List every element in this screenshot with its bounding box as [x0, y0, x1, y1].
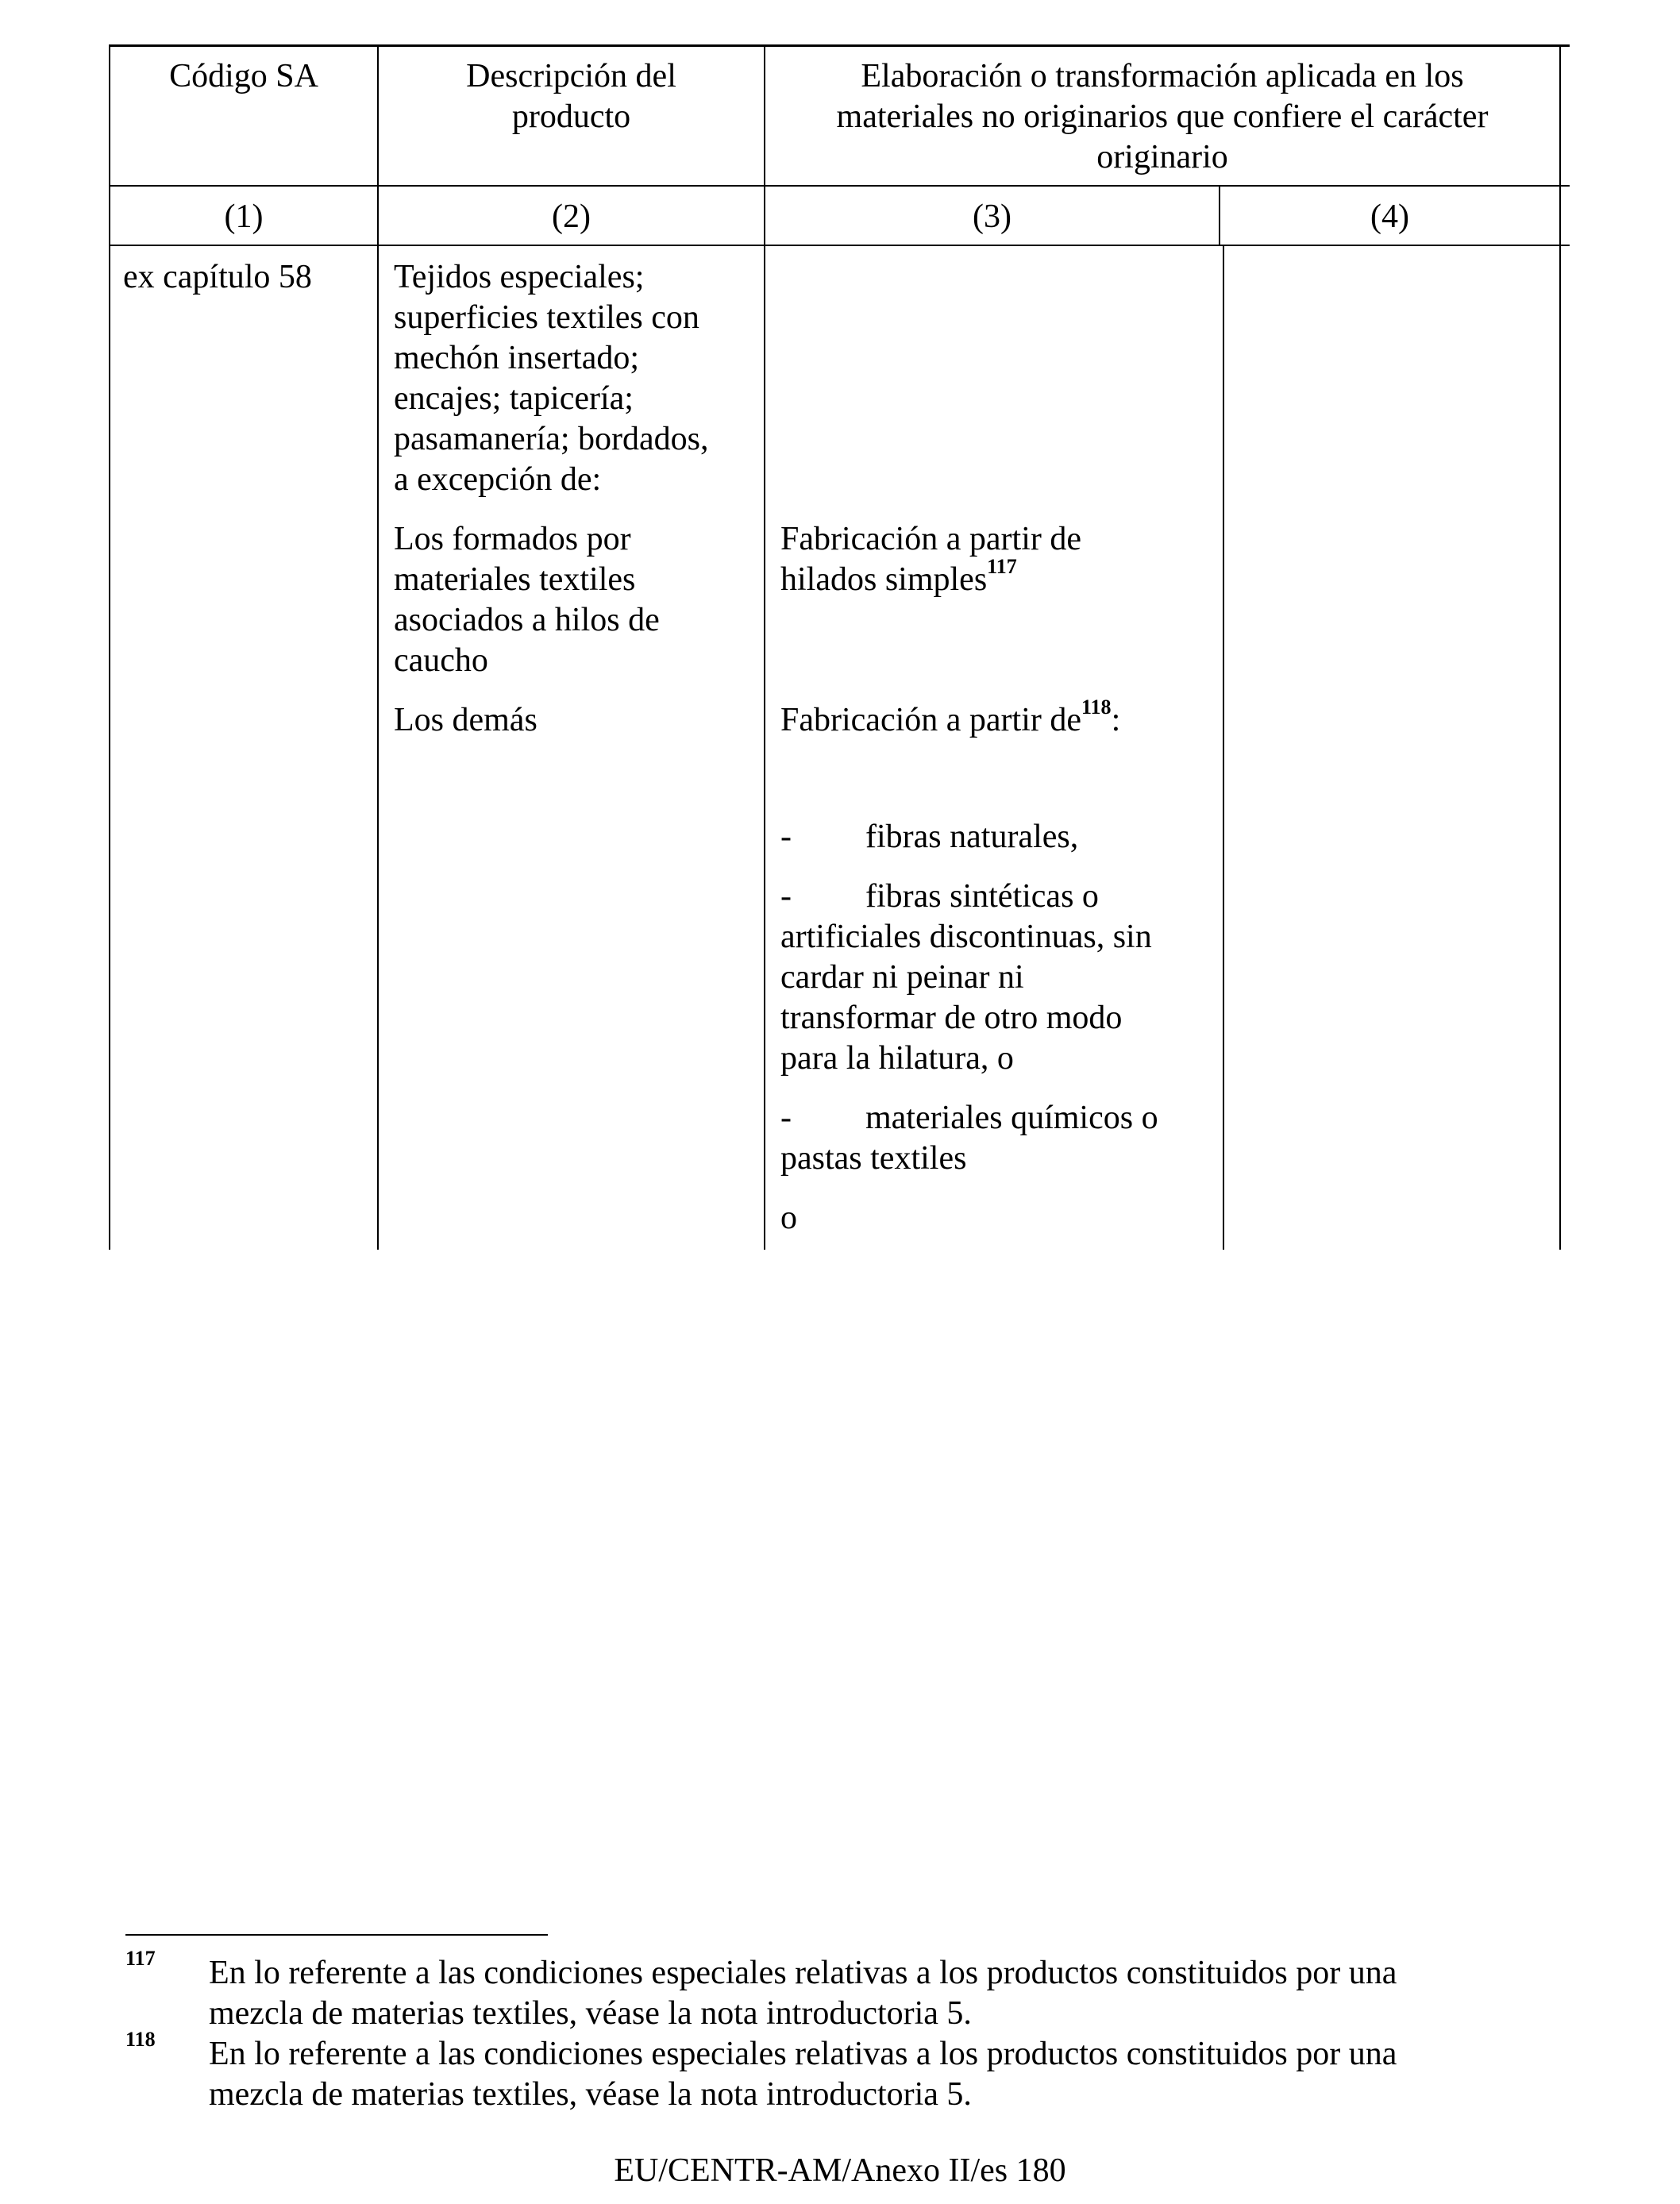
- header-bottom-border: [109, 185, 1570, 187]
- bullet3-text-line2: pastas textiles: [780, 1140, 967, 1177]
- header-hs-code: Código SA: [169, 58, 318, 94]
- rule-or-word: o: [780, 1200, 797, 1236]
- table-top-border: [109, 44, 1570, 47]
- page-footer-reference: EU/CENTR-AM/Anexo II/es 180: [614, 2152, 1066, 2189]
- rule-rubber-line1: Fabricación a partir de: [780, 521, 1081, 557]
- rule-rubber-line2-text: hilados simples: [780, 561, 988, 598]
- footnote-separator: [125, 1934, 548, 1936]
- description-rubber-line3: asociados a hilos de: [394, 602, 660, 638]
- description-main-line2: superficies textiles con: [394, 299, 699, 336]
- bullet2-dash: -: [780, 878, 792, 915]
- bullet3-dash: -: [780, 1100, 792, 1136]
- description-rubber-line1: Los formados por: [394, 521, 631, 557]
- footnote-118-line2: mezcla de materias textiles, véase la nota introductoria 5.: [209, 2076, 972, 2113]
- description-main-line1: Tejidos especiales;: [394, 259, 645, 295]
- header-working-processing-line3: originario: [1096, 139, 1228, 175]
- description-main-line5: pasamanería; bordados,: [394, 421, 709, 457]
- description-main-line6: a excepción de:: [394, 461, 602, 498]
- header-working-processing-line1: Elaboración o transformación aplicada en los: [861, 58, 1464, 94]
- rule-other-intro-text: Fabricación a partir de: [780, 702, 1081, 738]
- bullet2-text-line2: artificiales discontinuas, sin: [780, 919, 1152, 955]
- rule-other-intro: [780, 695, 1121, 741]
- footnote-ref-117[interactable]: 117: [987, 555, 1017, 578]
- column-divider-3-4-body: [1223, 245, 1224, 1250]
- footnote-ref-118[interactable]: 118: [1081, 695, 1112, 719]
- bullet1-text: fibras naturales,: [865, 819, 1079, 855]
- header-working-processing-line2: materiales no originarios que confiere el carácter: [836, 98, 1489, 135]
- bullet1-dash: -: [780, 819, 792, 855]
- column-number-2: (2): [552, 198, 591, 235]
- bullet2-text-line1: fibras sintéticas o: [865, 878, 1099, 915]
- footnote-117-line2: mezcla de materias textiles, véase la nota introductoria 5.: [209, 1995, 972, 2032]
- bullet3-text-line1: materiales químicos o: [865, 1100, 1158, 1136]
- description-main-line3: mechón insertado;: [394, 340, 640, 376]
- table-right-border: [1559, 44, 1561, 1250]
- footnote-118-number: 118: [125, 2028, 156, 2051]
- description-rubber-line4: caucho: [394, 642, 488, 679]
- footnote-118-line1: En lo referente a las condiciones especiales relativas a los productos constituidos por una: [209, 2036, 1397, 2072]
- description-main-line4: encajes; tapicería;: [394, 380, 634, 417]
- number-row-bottom-border: [109, 245, 1570, 246]
- column-number-1: (1): [224, 198, 264, 235]
- hs-code-cell: ex capítulo 58: [123, 259, 312, 295]
- footnote-117-line1: En lo referente a las condiciones especiales relativas a los productos constituidos por una: [209, 1955, 1397, 1991]
- bullet2-text-line3: cardar ni peinar ni: [780, 959, 1024, 996]
- header-product-description-line2: producto: [511, 98, 631, 135]
- rule-rubber-line2: [780, 555, 1017, 600]
- bullet2-text-line5: para la hilatura, o: [780, 1040, 1014, 1077]
- header-product-description-line1: Descripción del: [466, 58, 676, 94]
- description-rubber-line2: materiales textiles: [394, 561, 636, 598]
- rule-other-intro-colon: :: [1111, 702, 1121, 738]
- description-other: Los demás: [394, 702, 538, 738]
- column-number-3: (3): [973, 198, 1011, 235]
- bullet2-text-line4: transformar de otro modo: [780, 1000, 1123, 1036]
- column-number-4: (4): [1370, 198, 1409, 235]
- footnote-117-number: 117: [125, 1947, 156, 1970]
